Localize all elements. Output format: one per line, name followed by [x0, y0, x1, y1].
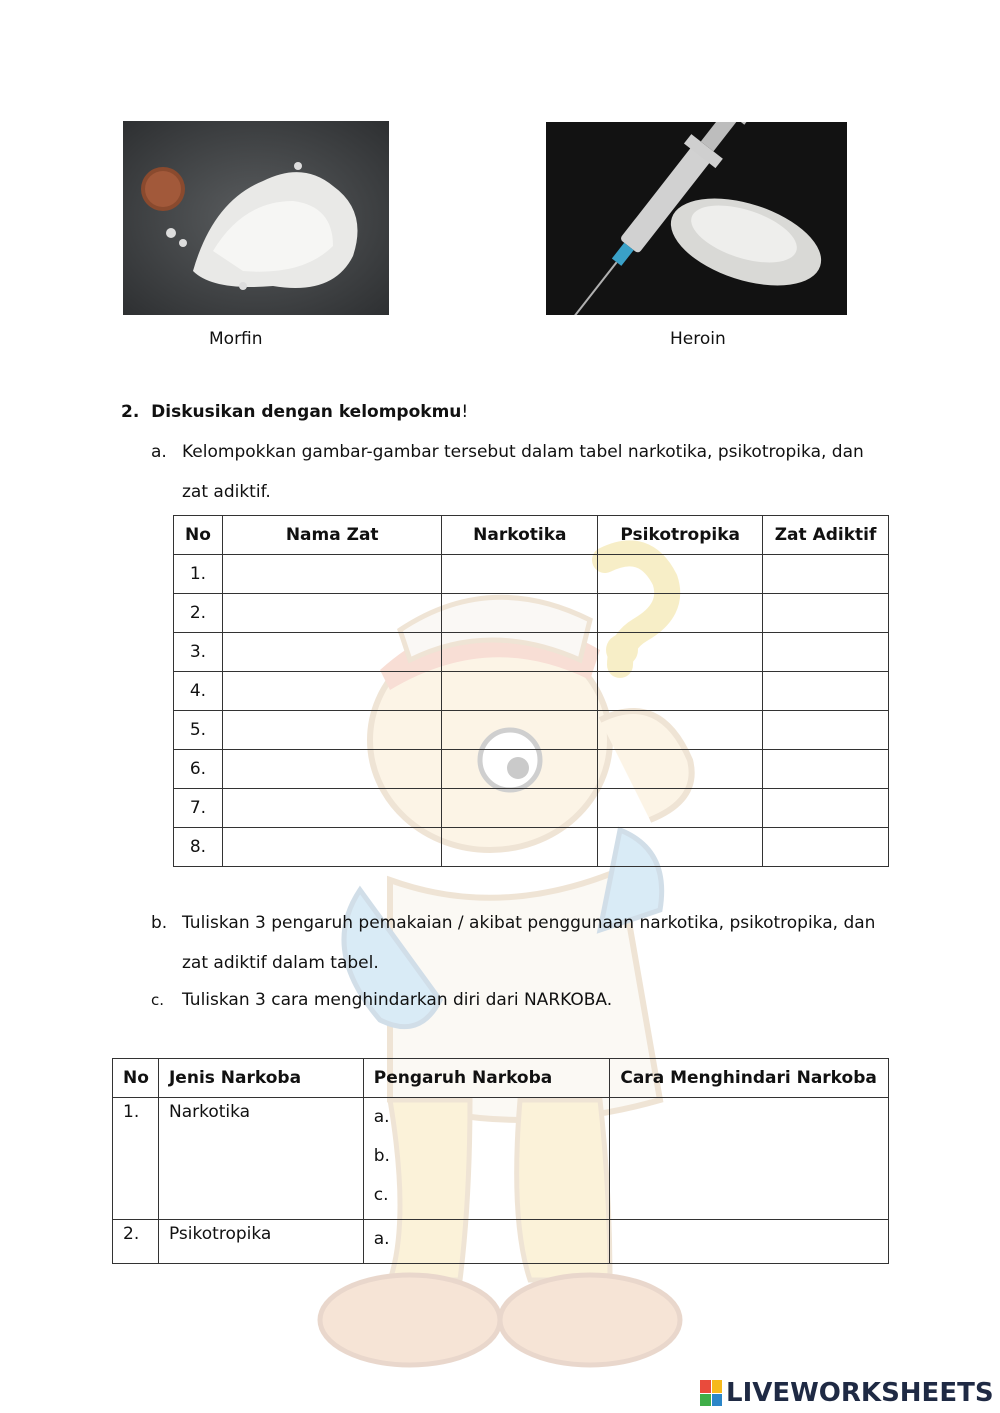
question-heading — [121, 400, 468, 424]
col-narkotika: Narkotika — [442, 516, 598, 555]
table-row — [174, 555, 889, 594]
cell-input[interactable] — [763, 711, 889, 750]
cell-input[interactable] — [763, 789, 889, 828]
cara-cell[interactable] — [610, 1098, 889, 1220]
item-b-text-line2: zat adiktif dalam tabel. — [182, 953, 379, 973]
table-header-row — [174, 516, 889, 555]
cell-input[interactable] — [222, 711, 441, 750]
item-a-marker: a. — [151, 442, 167, 462]
col-nama-zat: Nama Zat — [222, 516, 441, 555]
col-cara-menghindari: Cara Menghindari Narkoba — [610, 1059, 889, 1098]
cell-input[interactable] — [763, 672, 889, 711]
heroin-photo — [546, 122, 847, 315]
row-number: 1. — [113, 1098, 159, 1220]
cell-input[interactable] — [598, 555, 763, 594]
table-row — [174, 594, 889, 633]
cell-input[interactable] — [442, 750, 598, 789]
row-number: 1. — [174, 555, 223, 594]
question-title: Diskusikan dengan kelompokmu — [151, 402, 462, 422]
col-no: No — [113, 1059, 159, 1098]
logo-text: LIVEWORKSHEETS — [726, 1378, 994, 1408]
cell-input[interactable] — [222, 750, 441, 789]
liveworksheets-logo — [700, 1378, 994, 1408]
item-a-text-line2: zat adiktif. — [182, 482, 271, 502]
cell-input[interactable] — [763, 828, 889, 867]
cell-input[interactable] — [763, 633, 889, 672]
row-number: 3. — [174, 633, 223, 672]
pengaruh-cell[interactable] — [363, 1098, 610, 1220]
table-row — [174, 789, 889, 828]
pengaruh-cell[interactable] — [363, 1220, 610, 1264]
row-number: 4. — [174, 672, 223, 711]
cell-input[interactable] — [598, 789, 763, 828]
table-row — [174, 828, 889, 867]
cell-input[interactable] — [763, 750, 889, 789]
logo-icon — [700, 1380, 722, 1406]
question-number: 2. — [121, 402, 140, 422]
table-row — [113, 1098, 889, 1220]
jenis-narkoba: Narkotika — [158, 1098, 363, 1220]
col-no: No — [174, 516, 223, 555]
col-pengaruh-narkoba: Pengaruh Narkoba — [363, 1059, 610, 1098]
item-c-text: Tuliskan 3 cara menghindarkan diri dari NARKOBA. — [182, 990, 613, 1010]
pengaruh-marker: b. — [373, 1146, 390, 1166]
cell-input[interactable] — [222, 555, 441, 594]
cell-input[interactable] — [598, 828, 763, 867]
col-zat-adiktif: Zat Adiktif — [763, 516, 889, 555]
table-row — [174, 711, 889, 750]
question-title-suffix: ! — [461, 402, 469, 422]
row-number: 2. — [113, 1220, 159, 1264]
col-psikotropika: Psikotropika — [598, 516, 763, 555]
morfin-caption: Morfin — [209, 329, 263, 349]
cell-input[interactable] — [442, 828, 598, 867]
cell-input[interactable] — [222, 828, 441, 867]
cell-input[interactable] — [222, 633, 441, 672]
row-number: 6. — [174, 750, 223, 789]
jenis-narkoba: Psikotropika — [158, 1220, 363, 1264]
table-header-row — [113, 1059, 889, 1098]
cell-input[interactable] — [598, 750, 763, 789]
item-b-text-line1: Tuliskan 3 pengaruh pemakaian / akibat penggunaan narkotika, psikotropika, dan — [182, 913, 876, 933]
morfin-photo — [123, 121, 389, 315]
cell-input[interactable] — [763, 555, 889, 594]
cell-input[interactable] — [442, 711, 598, 750]
row-number: 2. — [174, 594, 223, 633]
classification-table — [173, 515, 889, 867]
cell-input[interactable] — [222, 594, 441, 633]
cell-input[interactable] — [442, 789, 598, 828]
cell-input[interactable] — [222, 789, 441, 828]
table-row — [174, 672, 889, 711]
table-row — [174, 750, 889, 789]
cell-input[interactable] — [598, 594, 763, 633]
item-a-text-line1: Kelompokkan gambar-gambar tersebut dalam tabel narkotika, psikotropika, dan — [182, 442, 864, 462]
table-row — [113, 1220, 889, 1264]
item-b-marker: b. — [151, 913, 168, 933]
pengaruh-marker: a. — [373, 1229, 390, 1249]
table-row — [174, 633, 889, 672]
cell-input[interactable] — [442, 594, 598, 633]
cara-cell[interactable] — [610, 1220, 889, 1264]
col-jenis-narkoba: Jenis Narkoba — [158, 1059, 363, 1098]
row-number: 7. — [174, 789, 223, 828]
cell-input[interactable] — [442, 633, 598, 672]
cell-input[interactable] — [598, 633, 763, 672]
pengaruh-marker: c. — [373, 1185, 389, 1205]
pengaruh-marker: a. — [373, 1107, 390, 1127]
cell-input[interactable] — [442, 555, 598, 594]
cell-input[interactable] — [598, 672, 763, 711]
cell-input[interactable] — [763, 594, 889, 633]
cell-input[interactable] — [442, 672, 598, 711]
row-number: 8. — [174, 828, 223, 867]
row-number: 5. — [174, 711, 223, 750]
item-c-marker: c. — [151, 991, 165, 1009]
cell-input[interactable] — [222, 672, 441, 711]
effects-table — [112, 1058, 889, 1264]
cell-input[interactable] — [598, 711, 763, 750]
heroin-caption: Heroin — [670, 329, 726, 349]
